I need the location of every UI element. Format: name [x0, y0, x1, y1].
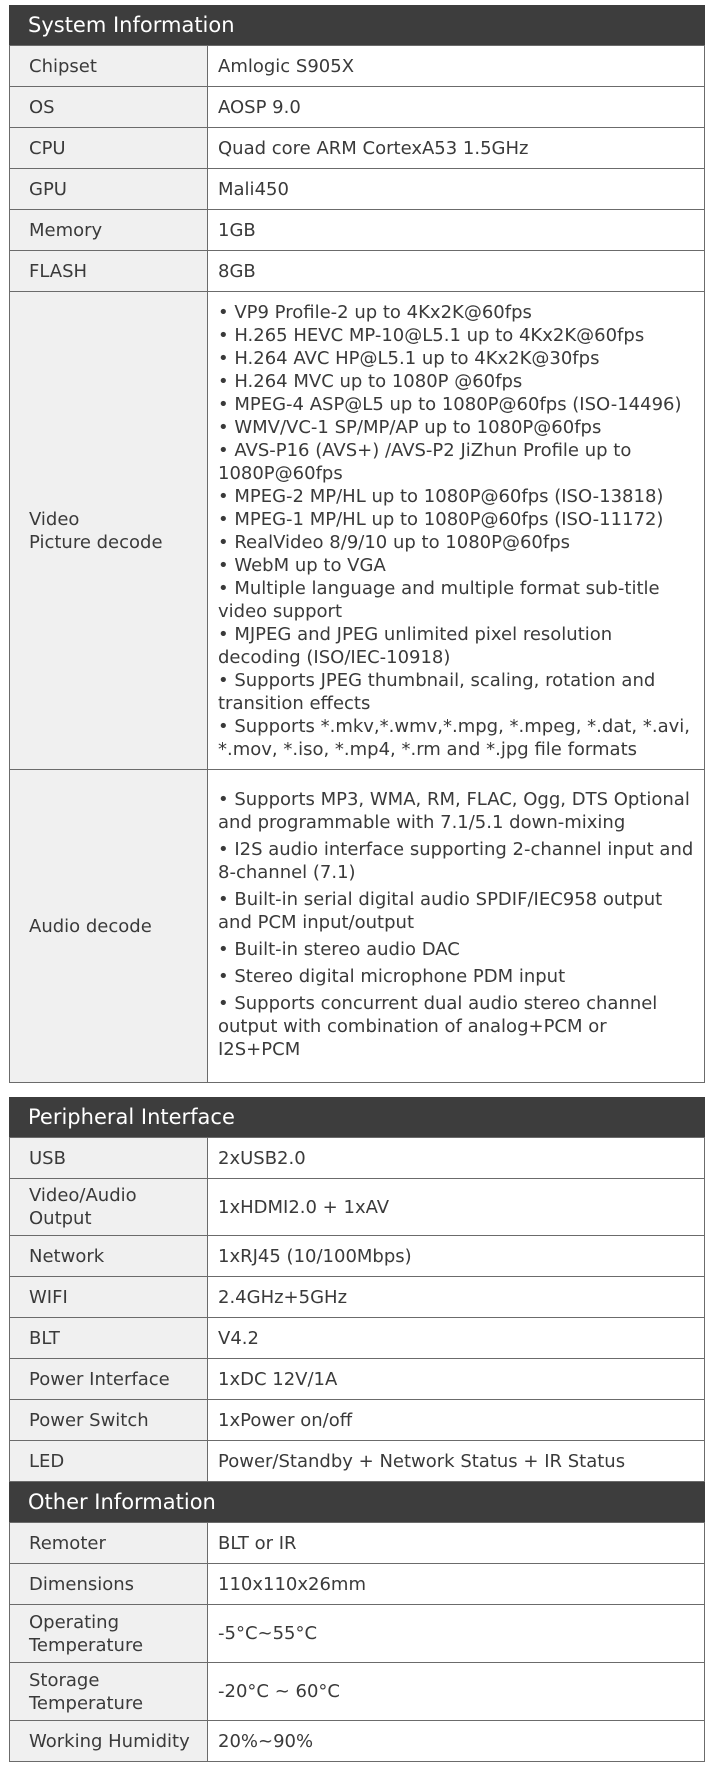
row-value: -20°C ~ 60°C [208, 1663, 705, 1721]
row-label: BLT [10, 1318, 208, 1359]
peripheral-interface-table [9, 1137, 705, 1482]
table-row [10, 1523, 705, 1564]
video-label-line1: Video [29, 508, 80, 530]
table-row [10, 1400, 705, 1441]
row-value: Mali450 [208, 169, 705, 210]
row-label: Working Humidity [10, 1721, 208, 1762]
audio-features-list [218, 788, 694, 1061]
row-value: Power/Standby + Network Status + IR Status [208, 1441, 705, 1482]
list-item: • H.264 AVC HP@L5.1 up to 4Kx2K@30fps [218, 347, 600, 369]
list-item: • AVS-P16 (AVS+) /AVS-P2 JiZhun Profile up to 1080P@60fps [218, 439, 632, 484]
row-value: 1xPower on/off [208, 1400, 705, 1441]
table-row [10, 1138, 705, 1179]
other-information-table [9, 1522, 705, 1762]
row-value: 20%~90% [208, 1721, 705, 1762]
row-label: Operating Temperature [10, 1605, 208, 1663]
list-item: • Supports MP3, WMA, RM, FLAC, Ogg, DTS Optional and programmable with 7.1/5.1 down-mixing [218, 788, 690, 833]
row-value: V4.2 [208, 1318, 705, 1359]
row-label: Network [10, 1236, 208, 1277]
section-header-system-information: System Information [9, 5, 705, 45]
list-item: • MPEG-4 ASP@L5 up to 1080P@60fps (ISO-14496) [218, 393, 682, 415]
row-label: Video/Audio Output [10, 1179, 208, 1236]
list-item: • Supports *.mkv,*.wmv,*.mpg, *.mpeg, *.dat, *.avi, *.mov, *.iso, *.mp4, *.rm and *.jpg file formats [218, 715, 690, 760]
row-label: WIFI [10, 1277, 208, 1318]
table-row [10, 46, 705, 87]
row-value: 2.4GHz+5GHz [208, 1277, 705, 1318]
section-header-peripheral-interface: Peripheral Interface [9, 1097, 705, 1137]
row-label: CPU [10, 128, 208, 169]
system-information-section [9, 5, 705, 1083]
row-label: GPU [10, 169, 208, 210]
table-row [10, 1236, 705, 1277]
row-label: Chipset [10, 46, 208, 87]
row-label: Storage Temperature [10, 1663, 208, 1721]
row-value-video-decode [208, 292, 705, 770]
section-header-other-information: Other Information [9, 1482, 705, 1522]
row-label: Dimensions [10, 1564, 208, 1605]
row-value: 1xDC 12V/1A [208, 1359, 705, 1400]
list-item: • MJPEG and JPEG unlimited pixel resolution decoding (ISO/IEC-10918) [218, 623, 613, 668]
list-item: • RealVideo 8/9/10 up to 1080P@60fps [218, 531, 571, 553]
row-value: -5°C~55°C [208, 1605, 705, 1663]
row-value: Quad core ARM CortexA53 1.5GHz [208, 128, 705, 169]
row-value: 1GB [208, 210, 705, 251]
table-row [10, 1663, 705, 1721]
table-row [10, 1318, 705, 1359]
row-value: 1xRJ45 (10/100Mbps) [208, 1236, 705, 1277]
system-information-table [9, 45, 705, 1083]
list-item: • VP9 Profile-2 up to 4Kx2K@60fps [218, 301, 532, 323]
row-value: BLT or IR [208, 1523, 705, 1564]
video-label-line2: Picture decode [29, 531, 163, 553]
table-row-audio-decode [10, 770, 705, 1083]
table-row [10, 1564, 705, 1605]
row-label: Power Switch [10, 1400, 208, 1441]
table-row [10, 1605, 705, 1663]
peripheral-and-other-section [9, 1097, 705, 1762]
table-row [10, 1441, 705, 1482]
list-item: • Built-in serial digital audio SPDIF/IEC958 output and PCM input/output [218, 888, 663, 933]
list-item: • Supports JPEG thumbnail, scaling, rotation and transition effects [218, 669, 656, 714]
table-row [10, 1721, 705, 1762]
list-item: • MPEG-2 MP/HL up to 1080P@60fps (ISO-13818) [218, 485, 664, 507]
table-row [10, 1277, 705, 1318]
table-row [10, 1179, 705, 1236]
row-label-audio-decode: Audio decode [10, 770, 208, 1083]
table-row [10, 128, 705, 169]
list-item: • Built-in stereo audio DAC [218, 938, 460, 960]
row-value: 8GB [208, 251, 705, 292]
table-row [10, 251, 705, 292]
table-row [10, 87, 705, 128]
table-row [10, 169, 705, 210]
list-item: • MPEG-1 MP/HL up to 1080P@60fps (ISO-11172) [218, 508, 664, 530]
list-item: • WebM up to VGA [218, 554, 386, 576]
table-row [10, 210, 705, 251]
list-item: • WMV/VC-1 SP/MP/AP up to 1080P@60fps [218, 416, 602, 438]
row-value: Amlogic S905X [208, 46, 705, 87]
row-value: 1xHDMI2.0 + 1xAV [208, 1179, 705, 1236]
row-label: FLASH [10, 251, 208, 292]
table-row-video-decode [10, 292, 705, 770]
row-label: Memory [10, 210, 208, 251]
row-label: Remoter [10, 1523, 208, 1564]
video-features-list [218, 301, 694, 761]
row-label: Power Interface [10, 1359, 208, 1400]
row-value-audio-decode [208, 770, 705, 1083]
list-item: • H.264 MVC up to 1080P @60fps [218, 370, 523, 392]
list-item: • Stereo digital microphone PDM input [218, 965, 566, 987]
row-value: 2xUSB2.0 [208, 1138, 705, 1179]
row-label: OS [10, 87, 208, 128]
row-label-video-decode [10, 292, 208, 770]
row-label: LED [10, 1441, 208, 1482]
list-item: • I2S audio interface supporting 2-channel input and 8-channel (7.1) [218, 838, 694, 883]
table-row [10, 1359, 705, 1400]
list-item: • H.265 HEVC MP-10@L5.1 up to 4Kx2K@60fps [218, 324, 645, 346]
row-label: USB [10, 1138, 208, 1179]
row-value: 110x110x26mm [208, 1564, 705, 1605]
list-item: • Multiple language and multiple format sub-title video support [218, 577, 660, 622]
list-item: • Supports concurrent dual audio stereo channel output with combination of analog+PCM or I2S+PCM [218, 992, 658, 1060]
row-value: AOSP 9.0 [208, 87, 705, 128]
